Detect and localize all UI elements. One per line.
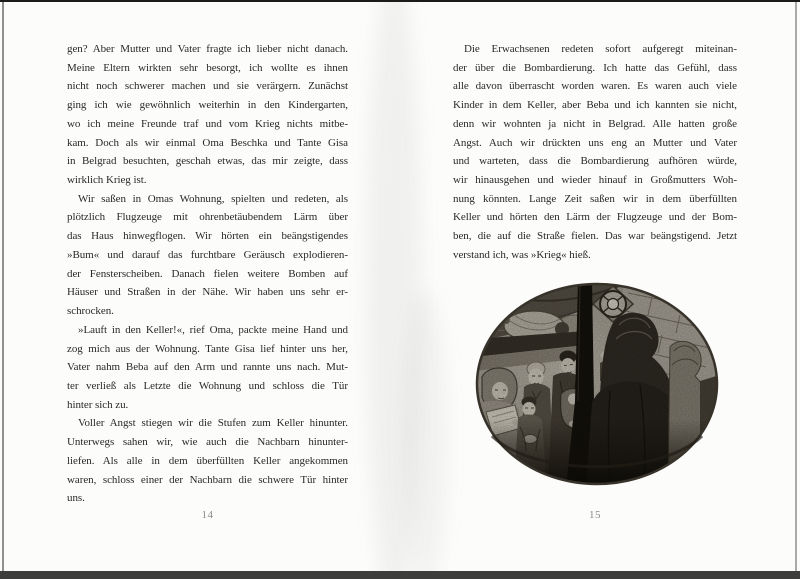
text-line: Meine Eltern wirkten sehr besorgt, ich wollte es ihnen <box>67 61 348 74</box>
text-line: wo ich meine Freunde traf und vom Krieg nichts mitbe- <box>67 117 348 130</box>
cellar-illustration <box>474 281 720 487</box>
text-line: nicht noch schwerer machen und sie verärgern. Zunächst <box>67 80 348 93</box>
text-line: der über die Bombardierung. Ich hatte das Gefühl, dass <box>453 61 737 74</box>
scan-bottom-edge <box>0 571 800 579</box>
text-line: zog mich aus der Wohnung. Tante Gisa lief hinter uns her, <box>67 342 348 355</box>
text-line: ben, die auf die Straße fielen. Das war beängstigend. Jetzt <box>453 230 737 243</box>
text-line: uns. <box>67 492 85 505</box>
right-page-text <box>453 40 737 265</box>
text-line: wir hinausgehen und wieder hinauf in Großmutters Woh- <box>453 174 737 187</box>
text-line: Angst. Auch wir drückten uns eng an Mutter und Vater <box>453 136 737 149</box>
text-line: Keller und hörten den Lärm der Flugzeuge und der Bom- <box>453 211 737 224</box>
text-line: Die Erwachsenen redeten sofort aufgeregt miteinan- <box>464 43 737 55</box>
text-line: liefen. Als alle in dem überfüllten Keller angekommen <box>67 454 348 467</box>
text-line: denn wir wohnten ja nicht in Belgrad. Alle hatten große <box>453 117 737 130</box>
text-line: Voller Angst stiegen wir die Stufen zum Keller hinunter. <box>78 417 348 430</box>
page-number-left: 14 <box>201 509 214 521</box>
text-line: in Belgrad besuchten, geschah etwas, das mir zeigte, dass <box>67 155 348 168</box>
scan-right-edge <box>795 2 797 571</box>
spine-shadow <box>404 290 448 579</box>
page-number-right: 15 <box>589 509 601 521</box>
text-line: Kinder in dem Keller, aber Beba und ich kannten sie nicht, <box>453 99 737 112</box>
text-line: und warteten, dass die Bombardierung aufhören würde, <box>453 155 737 168</box>
left-page-text <box>67 40 348 508</box>
text-line: »Bum« und darauf das furchtbare Geräusch explodieren- <box>67 248 348 261</box>
text-line: ter verließ als Letzte die Wohnung und schloss die Tür <box>67 379 348 392</box>
text-line: schrocken. <box>67 305 114 318</box>
text-line: alle davon überrascht worden waren. Es waren auch viele <box>453 80 737 93</box>
text-line: waren, schloss einer der Nachbarn die schwere Tür hinter <box>67 473 348 486</box>
text-line: »Lauft in den Keller!«, rief Oma, packte meine Hand und <box>78 323 348 336</box>
text-line: verstand ich, was »Krieg« hieß. <box>453 248 591 261</box>
text-line: wirklich Krieg ist. <box>67 174 147 187</box>
text-line: kam. Doch als wir einmal Oma Beschka und Tante Gisa <box>67 136 348 149</box>
text-line: hinter sich zu. <box>67 398 129 411</box>
text-line: plötzlich Flugzeuge mit ohrenbetäubendem Lärm über <box>67 211 348 224</box>
scan-left-edge <box>2 2 4 571</box>
text-line: nung könnten. Lange Zeit saßen wir in dem überfüllten <box>453 192 737 205</box>
text-line: ging ich wie gewöhnlich weiterhin in den Kindergarten, <box>67 99 348 112</box>
scan-top-edge <box>0 0 800 2</box>
text-line: das Haus hinwegflogen. Wir hörten ein beängstigendes <box>67 230 348 243</box>
text-line: Vater nahm Beba auf den Arm und rannte uns nach. Mut- <box>67 361 348 374</box>
text-line: gen? Aber Mutter und Vater fragte ich lieber nicht danach. <box>67 43 348 55</box>
text-line: Unterwegs sahen wir, wie auch die Nachbarn hinunter- <box>67 436 348 449</box>
text-line: Wir saßen in Omas Wohnung, spielten und redeten, als <box>78 192 348 205</box>
text-line: Häuser und Straßen in der Nähe. Wir haben uns sehr er- <box>67 286 348 299</box>
text-line: der Fensterscheiben. Danach fielen weitere Bomben auf <box>67 267 348 280</box>
